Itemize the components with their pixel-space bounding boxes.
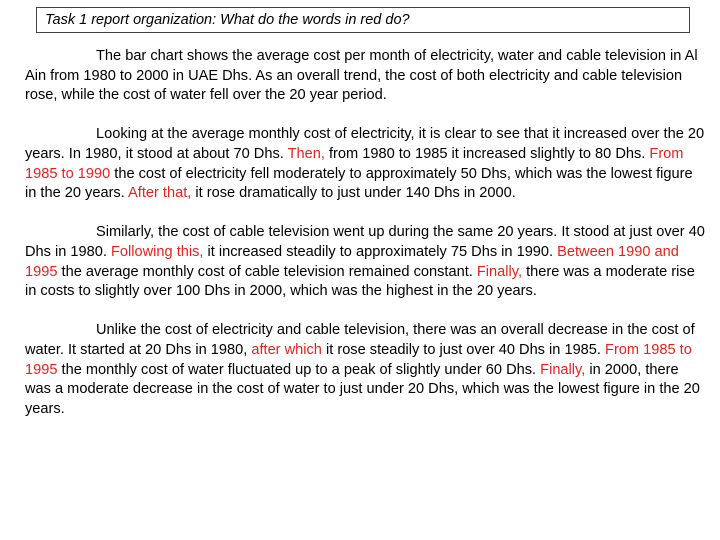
body-text: the average monthly cost of cable television remained constant. (57, 263, 477, 280)
paragraph-intro (25, 47, 705, 106)
task-title: Task 1 report organization: What do the words in red do? (45, 12, 410, 28)
report-text (25, 47, 705, 419)
body-text: in 2000, there was a moderate decrease in the cost of water to just under 20 Dhs, which was the lowest figure in the 20 years. (25, 361, 700, 417)
red-transition-phrase: From 1985 to 1995 (25, 341, 692, 378)
red-transition-phrase: From 1985 to 1990 (25, 145, 684, 182)
paragraph-water (25, 321, 705, 419)
red-transition-phrase: Between 1990 and 1995 (25, 243, 679, 280)
body-text: Similarly, the cost of cable television went up during the same 20 years. It stood at just over 40 Dhs in 1980. (25, 224, 705, 260)
red-transition-phrase: After that, (128, 185, 192, 202)
body-text: Unlike the cost of electricity and cable television, there was an overall decrease in the cost of water. It started at 20 Dhs in 1980, (25, 322, 695, 358)
red-transition-phrase: Following this, (111, 243, 204, 260)
body-text: there was a moderate rise in costs to slightly over 100 Dhs in 2000, which was the highest in the 20 years. (25, 263, 695, 300)
paragraph-electricity (25, 125, 705, 203)
body-text: the cost of electricity fell moderately to approximately 50 Dhs, which was the lowest figure in the 20 years. (25, 165, 693, 202)
red-transition-phrase: after which (251, 341, 322, 358)
paragraph-cable-television (25, 223, 705, 301)
red-transition-phrase: Finally, (540, 361, 586, 378)
red-transition-phrase: Finally, (476, 263, 523, 280)
body-text: it rose dramatically to just under 140 Dhs in 2000. (191, 185, 516, 202)
body-text: it increased steadily to approximately 75 Dhs in 1990. (203, 243, 558, 260)
body-text: The bar chart shows the average cost per month of electricity, water and cable television in Al Ain from 1980 to 2000 in UAE Dhs. As an overall trend, the cost of both electricity and cable television rose, while the cost of water fell over the 20 year period. (25, 48, 698, 104)
body-text: from 1980 to 1985 it increased slightly to 80 Dhs. (324, 145, 650, 162)
body-text: Looking at the average monthly cost of electricity, it is clear to see that it increased over the 20 years. In 1980, it stood at about 70 Dhs. (25, 126, 705, 162)
body-text: it rose steadily to just over 40 Dhs in 1985. (321, 341, 606, 358)
task-title-box (36, 7, 690, 33)
red-transition-phrase: Then, (287, 145, 325, 162)
body-text: the monthly cost of water fluctuated up to a peak of slightly under 60 Dhs. (57, 361, 541, 378)
